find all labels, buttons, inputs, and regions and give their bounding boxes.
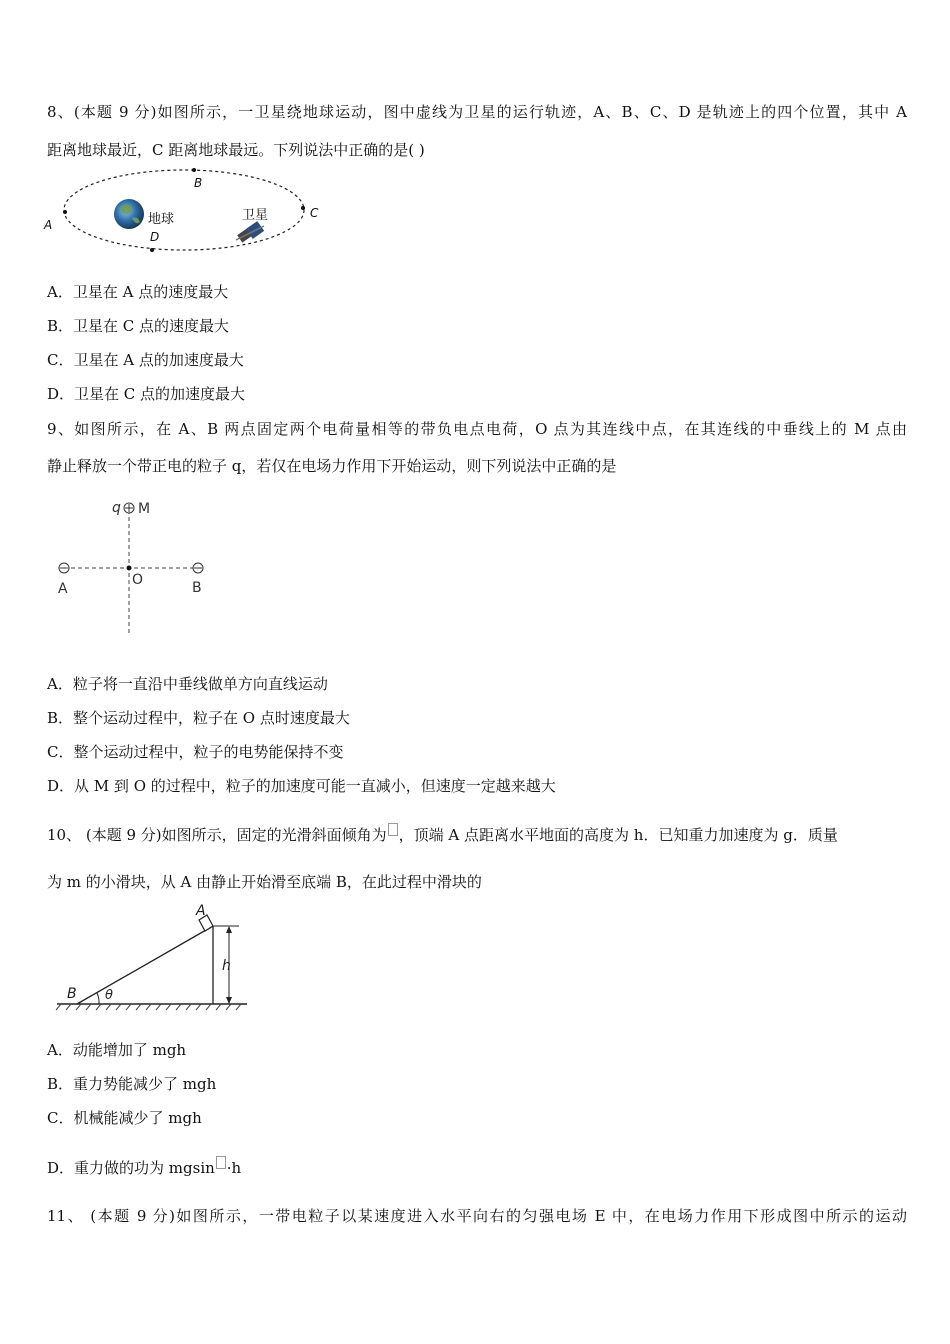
- q8-option-b: B．卫星在 C 点的速度最大: [47, 317, 230, 335]
- q8-option-a: A．卫星在 A 点的速度最大: [47, 283, 229, 301]
- label-b: B: [192, 580, 202, 596]
- q10-stem-line2: 为 m 的小滑块，从 A 由静止开始滑至底端 B，在此过程中滑块的: [47, 873, 482, 891]
- label-d: D: [150, 230, 160, 244]
- q10-option-d: [47, 1156, 241, 1178]
- q8-orbit-figure: [40, 168, 340, 260]
- label-o: O: [132, 572, 144, 588]
- q10-option-b: B．重力势能减少了 mgh: [47, 1075, 217, 1093]
- label-m: M: [138, 501, 151, 517]
- missing-glyph-box: [216, 1156, 226, 1169]
- label-b: B: [67, 986, 77, 1002]
- q8-stem-line1: 8、(本题 9 分)如图所示，一卫星绕地球运动，图中虚线为卫星的运行轨迹，A、B、C、D 是轨迹上的四个位置，其中 A: [47, 103, 907, 121]
- ground-hatching: [56, 1004, 241, 1010]
- satellite-icon: [236, 221, 264, 243]
- label-c: C: [310, 206, 319, 220]
- satellite-label: 卫星: [242, 208, 269, 223]
- q9-charge-figure: [50, 492, 230, 642]
- q8-option-c: C．卫星在 A 点的加速度最大: [47, 351, 244, 369]
- point-a-dot: [63, 210, 67, 214]
- label-theta: θ: [105, 988, 113, 1003]
- q9-stem-line1: 9、如图所示，在 A、B 两点固定两个电荷量相等的带负电点电荷，O 点为其连线中点，在其连线的中垂线上的 M 点由: [47, 420, 907, 438]
- label-q: q: [112, 500, 121, 516]
- q10-option-a: A．动能增加了 mgh: [47, 1041, 187, 1059]
- q10-stem-line1: [47, 823, 838, 845]
- q9-option-c: C．整个运动过程中，粒子的电势能保持不变: [47, 743, 344, 761]
- point-b-dot: [192, 168, 196, 172]
- q8-stem-line2: 距离地球最近，C 距离地球最远。下列说法中正确的是( ): [47, 141, 425, 159]
- point-c-dot: [301, 206, 305, 210]
- q11-stem-line1: 11、 (本题 9 分)如图所示，一带电粒子以某速度进入水平向右的匀强电场 E 中，在电场力作用下形成图中所示的运动: [47, 1207, 907, 1225]
- q10-option-c: C．机械能减少了 mgh: [47, 1109, 202, 1127]
- q10-option-d-part1: D．重力做的功为 mgsin: [47, 1159, 215, 1177]
- label-b: B: [194, 176, 203, 190]
- incline-surface: [77, 926, 213, 1004]
- q10-incline-figure: [55, 900, 255, 1012]
- angle-arc: [97, 993, 99, 1004]
- point-d-dot: [150, 248, 154, 252]
- q9-stem-line2: 静止释放一个带正电的粒子 q，若仅在电场力作用下开始运动，则下列说法中正确的是: [47, 457, 617, 475]
- label-h: h: [222, 958, 231, 974]
- earth-label: 地球: [148, 212, 175, 227]
- label-a: A: [196, 903, 206, 919]
- arrow-down-icon: [226, 997, 232, 1004]
- q10-stem-line1-part2: ，顶端 A 点距离水平地面的高度为 h．已知重力加速度为 g．质量: [398, 826, 838, 844]
- arrow-up-icon: [226, 926, 232, 933]
- q9-option-d: D．从 M 到 O 的过程中，粒子的加速度可能一直减小，但速度一定越来越大: [47, 777, 556, 795]
- point-o-dot: [127, 566, 132, 571]
- label-a: A: [44, 218, 53, 232]
- q9-option-b: B．整个运动过程中，粒子在 O 点时速度最大: [47, 709, 350, 727]
- q10-stem-line1-part1: 10、 (本题 9 分)如图所示，固定的光滑斜面倾角为: [47, 826, 387, 844]
- q10-option-d-part2: ·h: [226, 1159, 242, 1177]
- q8-option-d: D．卫星在 C 点的加速度最大: [47, 385, 246, 403]
- q9-option-a: A．粒子将一直沿中垂线做单方向直线运动: [47, 675, 328, 693]
- label-a: A: [58, 581, 68, 597]
- earth-icon: [114, 199, 144, 229]
- missing-glyph-box: [388, 823, 398, 836]
